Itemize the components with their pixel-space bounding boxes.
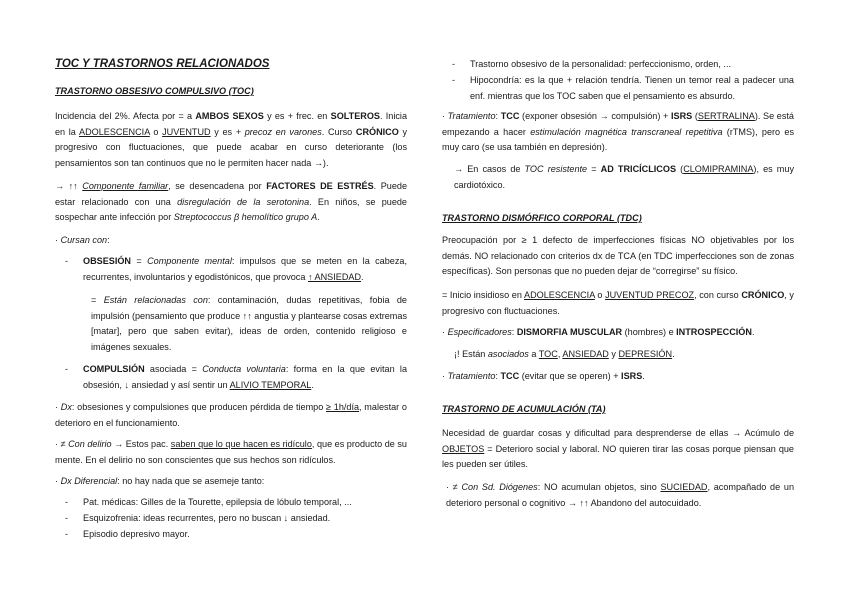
list-item: - Trastorno obsesivo de la personalidad: perfeccionismo, orden, ... [452,59,731,69]
ta-intro: Necesidad de guardar cosas y dificultad para desprenderse de ellas → Acúmulo de OBJETOS = Deterioro social y laboral. NO quieren tirar las cosas porque piensan que les pueden ser útiles. [442,428,794,470]
toc-familiar: → ↑↑ Componente familiar, se desencadena por FACTORES DE ESTRÉS. Puede estar relacionado con una disregulación de la serotonina. En niños, se puede sospechar ante infección por Streptococcus β hemolítico grupo A. [55,181,408,223]
toc-delirio: · ≠ Con delirio → Estos pac. saben que lo que hacen es ridículo, que es producto de su mente. En el delirio no son conscientes que sus hechos son ridículos. [55,439,407,465]
page-title: TOC Y TRASTORNOS RELACIONADOS [55,58,270,70]
toc-tratamiento: · Tratamiento: TCC (exponer obsesión → compulsión) + ISRS (SERTRALINA). Se está empezando a hacer estimulación magnética transcraneal repetitiva (rTMS), pero es muy caro (se usa también en depresión). [442,111,794,153]
toc-obsesion: - OBSESIÓN = Componente mental: impulsos que se meten en la cabeza, recurrentes, involuntarios y egodistónicos, que provoca ↑ ANSIEDAD. [65,256,407,282]
ta-diogenes: · ≠ Con Sd. Diógenes: NO acumulan objetos, sino SUCIEDAD, acompañado de un deterioro personal o cognitivo → ↑↑ Abandono del autocuidado. [446,482,795,508]
toc-dx-diferencial: · Dx Diferencial: no hay nada que se asemeje tanto: [55,476,265,486]
toc-heading: TRASTORNO OBSESIVO COMPULSIVO (TOC) [55,86,254,96]
list-item: - Pat. médicas: Gilles de la Tourette, epilepsia de lóbulo temporal, ... [65,497,352,507]
toc-relacionadas: = Están relacionadas con: contaminación, dudas repetitivas, fobia de impulsión (pensamiento que produce ↑↑ angustia y plantearse cosas extremas [matar], pero que saben evitar), ideas de orden, contenido religioso e imágenes sexuales. [91,295,407,352]
list-item: - Episodio depresivo mayor. [65,529,190,539]
toc-resistente: → En casos de TOC resistente = AD TRICÍCLICOS (CLOMIPRAMINA), es muy cardiotóxico. [454,164,794,190]
toc-dx: · Dx: obsesiones y compulsiones que producen pérdida de tiempo ≥ 1h/día, malestar o deterioro en el funcionamiento. [55,402,407,428]
toc-cursan: · Cursan con: [55,235,110,245]
tdc-inicio: = Inicio insidioso en ADOLESCENCIA o JUVENTUD PRECOZ, con curso CRÓNICO, y progresivo con fluctuaciones. [442,290,794,316]
toc-intro: Incidencia del 2%. Afecta por = a AMBOS SEXOS y es + frec. en SOLTEROS. Inicia en la ADOLESCENCIA o JUVENTUD y es + precoz en varones. Curso CRÓNICO y progresivo con fluctuaciones, que puede acabar en curso deteriorante (los pensamientos son tan continuos que no le permiten hacer nada →). [55,111,408,168]
list-item: - Esquizofrenia: ideas recurrentes, pero no buscan ↓ ansiedad. [65,513,331,523]
tdc-especificadores: · Especificadores: DISMORFIA MUSCULAR (hombres) e INTROSPECCIÓN. [442,327,755,337]
list-item: - Hipocondría: es la que + relación tendría. Tienen un temor real a padecer una enf. mientras que los TOC saben que el pensamiento es absurdo. [452,75,794,101]
tdc-intro: Preocupación por ≥ 1 defecto de imperfecciones físicas NO objetivables por los demás. NO relacionado con criterios dx de TCA (en TDC imperfecciones son de zonas específicas). Son personas que no pueden dejar de “corregirse” su físico. [442,235,794,277]
tdc-heading: TRASTORNO DISMÓRFICO CORPORAL (TDC) [442,213,642,223]
tdc-asociados: ¡! Están asociados a TOC, ANSIEDAD y DEPRESIÓN. [454,349,675,359]
ta-heading: TRASTORNO DE ACUMULACIÓN (TA) [442,404,606,414]
tdc-tratamiento: · Tratamiento: TCC (evitar que se operen) + ISRS. [442,371,645,381]
toc-compulsion: - COMPULSIÓN asociada = Conducta voluntaria: forma en la que evitan la obsesión, ↓ ansiedad y así sentir un ALIVIO TEMPORAL. [65,364,408,390]
